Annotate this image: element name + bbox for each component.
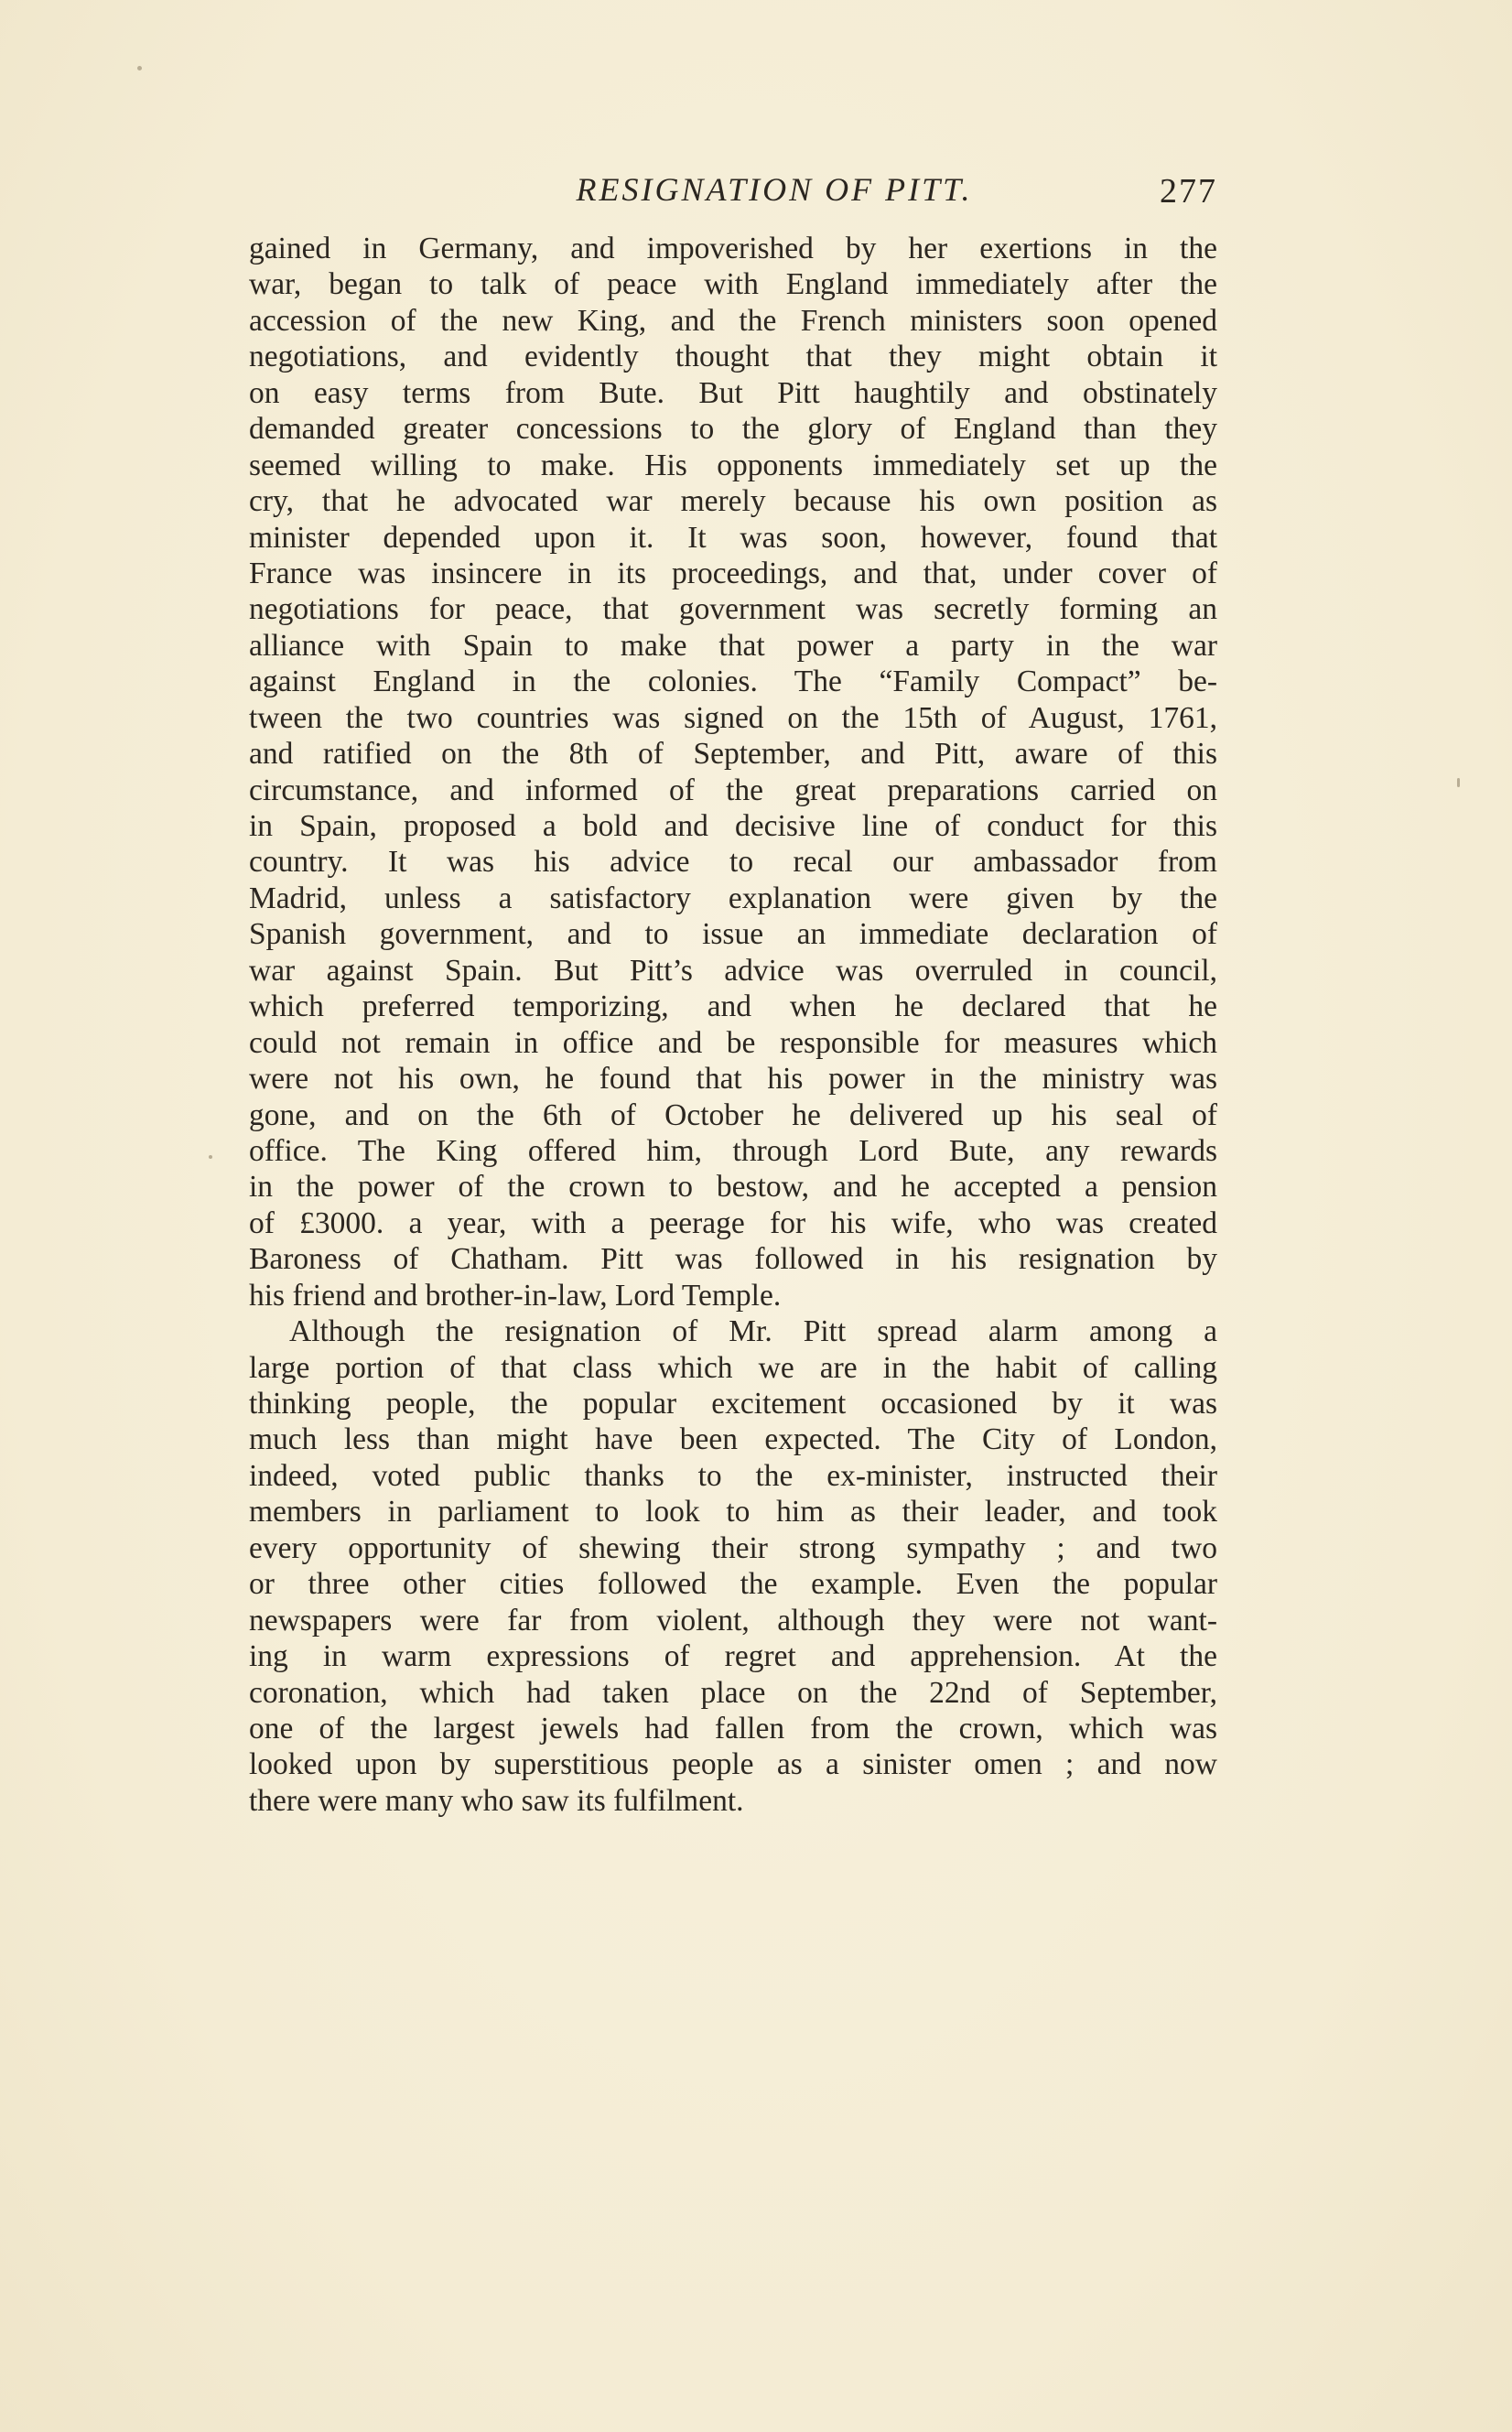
- text-line: thinking people, the popular excitement occasioned by it was: [249, 1387, 1217, 1421]
- text-line: France was insincere in its proceedings, and that, under cover of: [249, 556, 1217, 590]
- text-line: much less than might have been expected. The City of London,: [249, 1422, 1217, 1457]
- text-line: accession of the new King, and the French ministers soon opened: [249, 303, 1217, 338]
- text-line: members in parliament to look to him as their leader, and took: [249, 1495, 1217, 1529]
- text-line: coronation, which had taken place on the 22nd of September,: [249, 1675, 1217, 1710]
- text-line: every opportunity of shewing their strong sympathy ; and two: [249, 1530, 1217, 1565]
- text-line: office. The King offered him, through Lord Bute, any rewards: [249, 1133, 1217, 1168]
- text-line: on easy terms from Bute. But Pitt haughtily and obstinately: [249, 375, 1217, 410]
- text-line: indeed, voted public thanks to the ex-minister, instructed their: [249, 1458, 1217, 1493]
- text-line: looked upon by superstitious people as a sinister omen ; and now: [249, 1747, 1217, 1782]
- text-line: against England in the colonies. The “Family Compact” be-: [249, 665, 1217, 699]
- text-line: Spanish government, and to issue an immediate declaration of: [249, 917, 1217, 952]
- text-line: ing in warm expressions of regret and apprehension. At the: [249, 1639, 1217, 1674]
- text-line: demanded greater concessions to the glory of England than they: [249, 412, 1217, 447]
- text-line: or three other cities followed the example. Even the popular: [249, 1567, 1217, 1602]
- text-line: gone, and on the 6th of October he delivered up his seal of: [249, 1097, 1217, 1132]
- text-line: one of the largest jewels had fallen from the crown, which was: [249, 1711, 1217, 1746]
- paper-speck: [209, 1155, 212, 1159]
- text-line: circumstance, and informed of the great preparations carried on: [249, 773, 1217, 807]
- text-line: tween the two countries was signed on the 15th of August, 1761,: [249, 700, 1217, 735]
- paper-speck: [137, 66, 142, 70]
- page-number: 277: [1160, 172, 1217, 211]
- text-line: minister depended upon it. It was soon, however, found that: [249, 520, 1217, 555]
- text-line: were not his own, he found that his power in the ministry was: [249, 1062, 1217, 1097]
- text-line: of £3000. a year, with a peerage for his wife, who was created: [249, 1205, 1217, 1240]
- text-line: newspapers were far from violent, although they were not want-: [249, 1603, 1217, 1638]
- text-line: cry, that he advocated war merely because his own position as: [249, 484, 1217, 519]
- paragraph-first-line: Although the resignation of Mr. Pitt spread alarm among a: [289, 1314, 1217, 1349]
- paragraph-last-line: there were many who saw its fulfilment.: [249, 1783, 744, 1818]
- running-title: RESIGNATION OF PITT.: [576, 171, 973, 208]
- paper-speck: [1457, 778, 1460, 787]
- text-line: which preferred temporizing, and when he declared that he: [249, 989, 1217, 1024]
- text-line: war, began to talk of peace with England immediately after the: [249, 267, 1217, 302]
- text-line: seemed willing to make. His opponents immediately set up the: [249, 448, 1217, 482]
- text-line: war against Spain. But Pitt’s advice was overruled in council,: [249, 953, 1217, 988]
- page-header: [249, 167, 1217, 212]
- text-line: could not remain in office and be responsible for measures which: [249, 1025, 1217, 1060]
- text-line: negotiations, and evidently thought that they might obtain it: [249, 340, 1217, 374]
- text-line: Madrid, unless a satisfactory explanation were given by the: [249, 881, 1217, 915]
- paragraph-last-line: his friend and brother-in-law, Lord Temple.: [249, 1278, 782, 1313]
- text-line: gained in Germany, and impoverished by her exertions in the: [249, 232, 1217, 265]
- text-line: alliance with Spain to make that power a party in the war: [249, 628, 1217, 663]
- text-line: large portion of that class which we are in the habit of calling: [249, 1350, 1217, 1385]
- body-text: [249, 231, 1217, 1819]
- text-line: in the power of the crown to bestow, and he accepted a pension: [249, 1170, 1217, 1205]
- text-line: in Spain, proposed a bold and decisive line of conduct for this: [249, 809, 1217, 843]
- text-line: and ratified on the 8th of September, and Pitt, aware of this: [249, 737, 1217, 772]
- text-line: negotiations for peace, that government was secretly forming an: [249, 592, 1217, 627]
- text-line: country. It was his advice to recal our ambassador from: [249, 845, 1217, 880]
- text-line: Baroness of Chatham. Pitt was followed in his resignation by: [249, 1242, 1217, 1277]
